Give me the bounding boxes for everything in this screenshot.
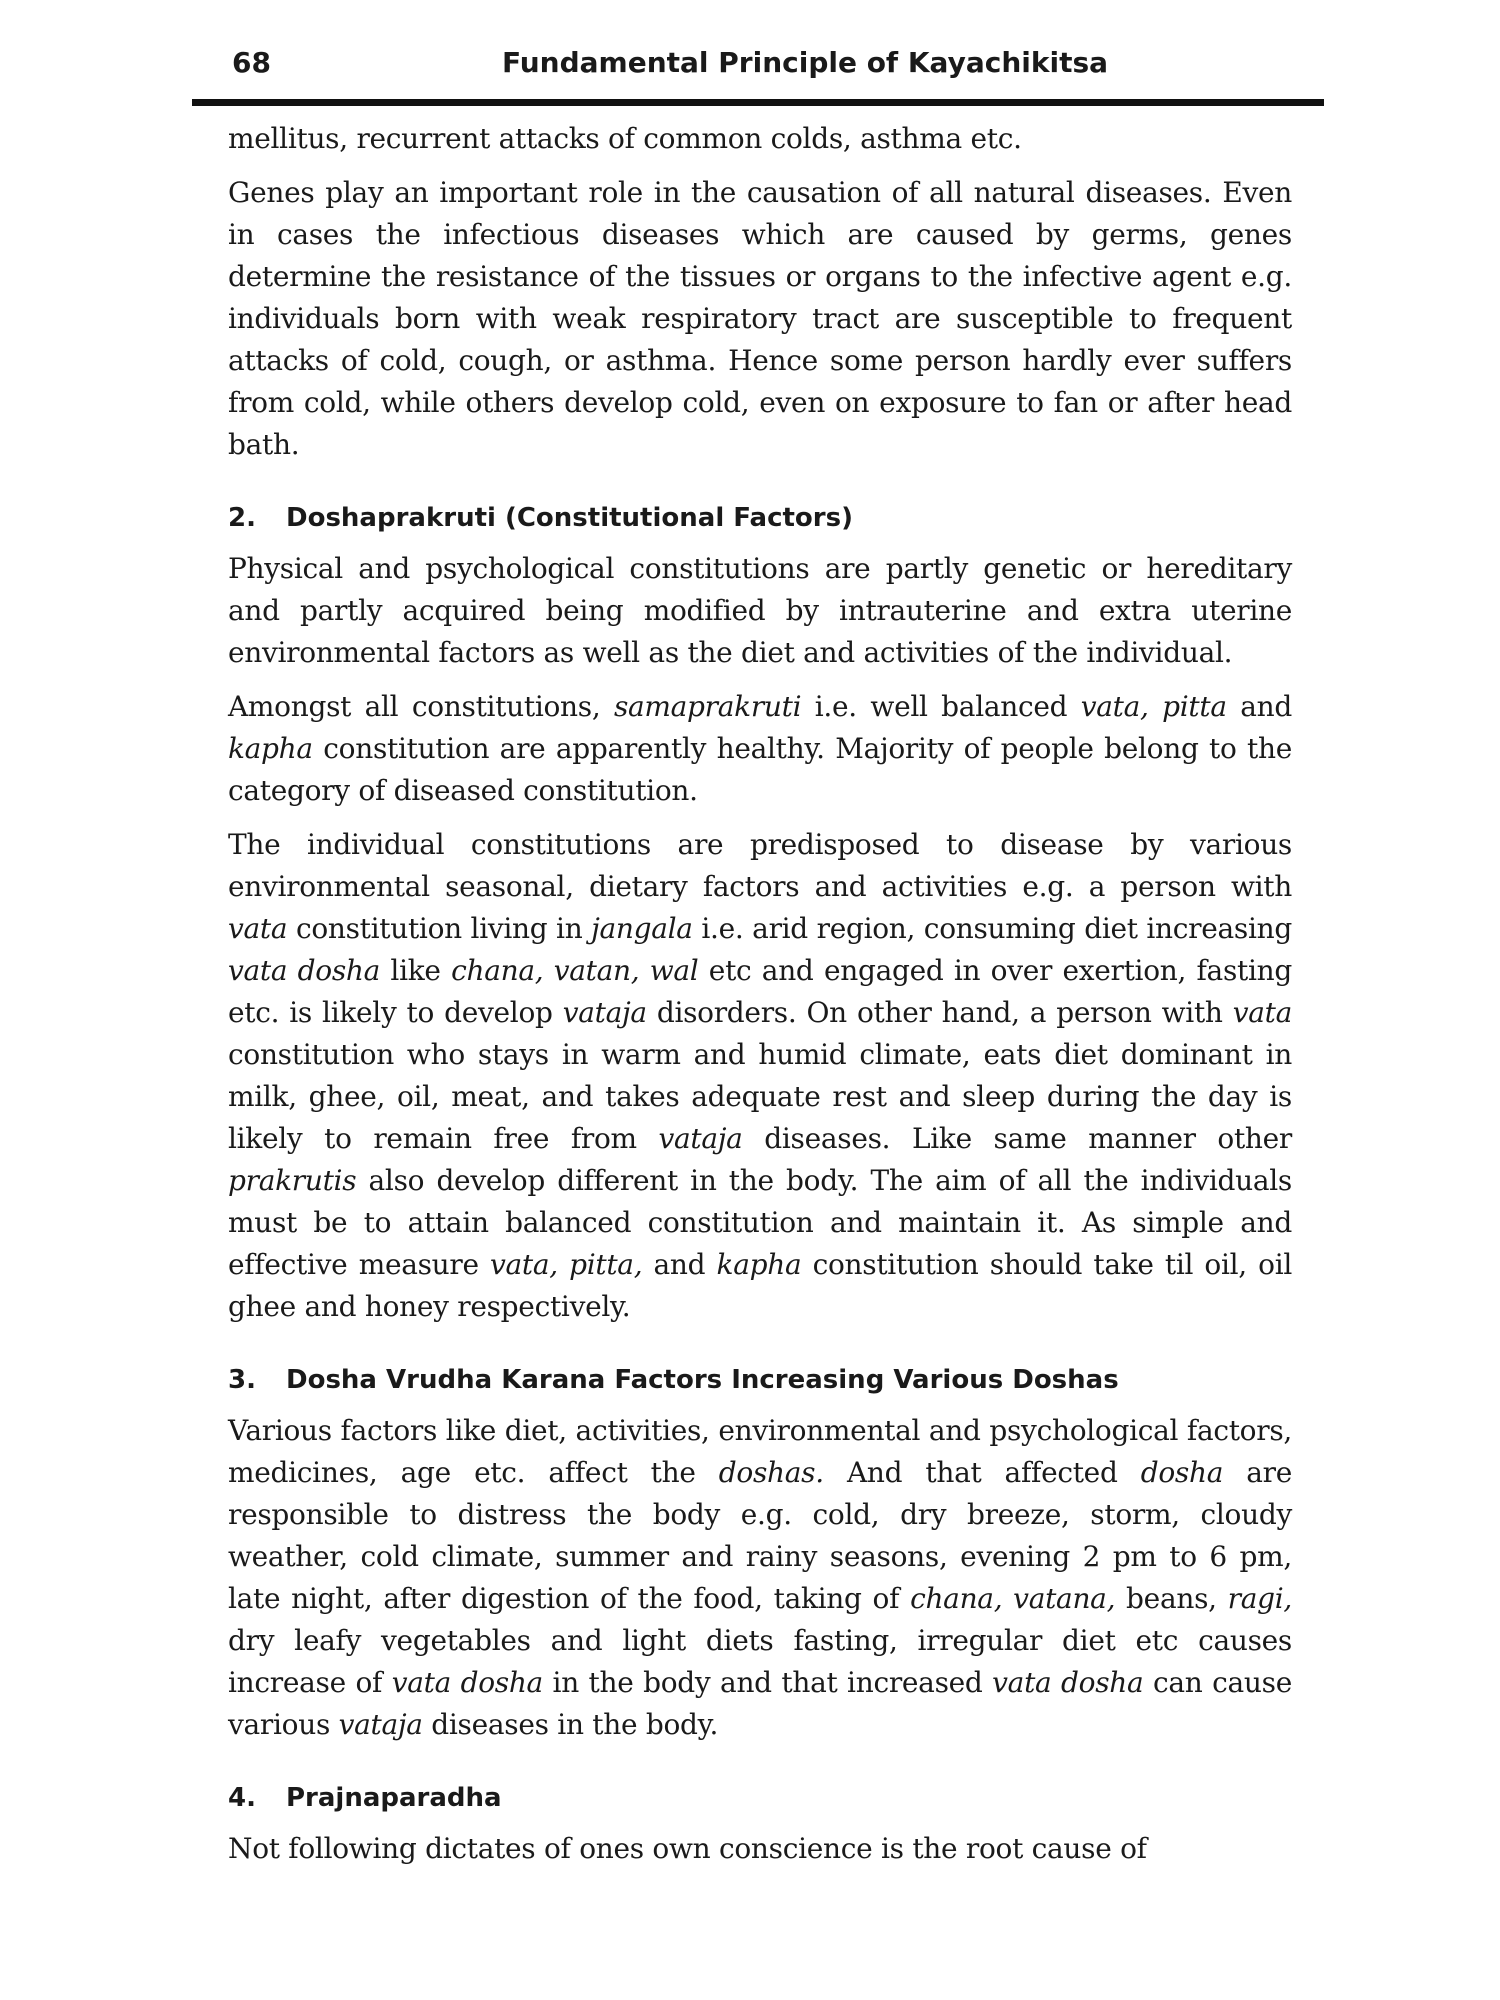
italic-term: prakrutis [228, 1164, 357, 1197]
text-run: constitution should take til oil, oil ghee and honey respectively. [228, 1248, 1293, 1323]
italic-term: vata dosha [391, 1666, 543, 1699]
page-header [192, 40, 1322, 90]
paragraph-constitutions: Physical and psychological constitutions are partly genetic or hereditary and partly acquired being modified by intrauterine and extra uterine environmental factors as well as the diet and activities of the individual. [228, 552, 1292, 669]
section-title: Dosha Vrudha Karana Factors Increasing Various Doshas [286, 1365, 1119, 1395]
section-heading-3 [228, 1362, 1292, 1398]
section-heading-2 [228, 500, 1292, 536]
text-run: i.e. arid region, consuming diet increasing [692, 912, 1292, 945]
header-rule [192, 99, 1324, 106]
text-run: disorders. On other hand, a person with [646, 996, 1233, 1029]
text-run: constitution are apparently healthy. Majority of people belong to the category of diseased constitution. [228, 732, 1292, 807]
italic-term: vata [1232, 996, 1292, 1029]
page-body [228, 118, 1292, 1882]
section-number: 2. [228, 503, 256, 533]
text-run: diseases in the body. [422, 1708, 719, 1741]
text-run: Various factors like diet, activities, environmental and psychological factors, medicines, age etc. affect the [228, 1414, 1292, 1489]
paragraph-prajnaparadha: Not following dictates of ones own conscience is the root cause of [228, 1832, 1147, 1865]
text-run: dry leafy vegetables and light diets fasting, irregular diet etc causes increase of [228, 1624, 1292, 1699]
italic-term: samaprakruti [613, 690, 802, 723]
text-run: and [1226, 690, 1292, 723]
text-run: And that affected [823, 1456, 1141, 1489]
italic-term: vata [228, 912, 288, 945]
text-run: i.e. well balanced [801, 690, 1081, 723]
italic-term: vata, pitta, [490, 1248, 643, 1281]
italic-term: kapha [228, 732, 313, 765]
italic-term: dosha [1140, 1456, 1224, 1489]
section-title: Prajnaparadha [286, 1783, 502, 1813]
section-number: 4. [228, 1783, 256, 1813]
paragraph-dosha-factors [228, 1410, 1292, 1746]
italic-term: chana, vatan, wal [451, 954, 699, 987]
text-run: and [642, 1248, 717, 1281]
text-run: Amongst all constitutions, [228, 690, 614, 723]
text-run: in the body and that increased [542, 1666, 993, 1699]
text-run: The individual constitutions are predisposed to disease by various environmental seasonal, dietary factors and activities e.g. a person with [228, 828, 1292, 903]
text-run: like [380, 954, 452, 987]
text-run: also develop different in the body. The aim of all the individuals must be to attain balanced constitution and maintain it. As simple and effective measure [228, 1164, 1292, 1281]
text-run: are responsible to distress the body e.g. cold, dry breeze, storm, cloudy weather, cold climate, summer and rainy seasons, evening 2 pm to 6 pm, late night, after digestion of the food, taking of [228, 1456, 1292, 1615]
text-run: can cause various [228, 1666, 1292, 1741]
text-run: constitution who stays in warm and humid climate, eats diet dominant in milk, ghee, oil, meat, and takes adequate rest and sleep during the day is likely to remain free from [228, 1038, 1292, 1155]
running-title: Fundamental Principle of Kayachikitsa [502, 46, 1109, 79]
paragraph-genes: Genes play an important role in the causation of all natural diseases. Even in cases the infectious diseases which are caused by germs, genes determine the resistance of the tissues or organs to the infective agent e.g. individuals born with weak respiratory tract are susceptible to frequent attacks of cold, cough, or asthma. Hence some person hardly ever suffers from cold, while others develop cold, even on exposure to fan or after head bath. [228, 176, 1292, 461]
italic-term: vataja [338, 1708, 423, 1741]
section-heading-4 [228, 1780, 1292, 1816]
italic-term: vataja [658, 1122, 743, 1155]
page-number: 68 [232, 46, 271, 79]
paragraph-samaprakruti [228, 686, 1292, 812]
section-number: 3. [228, 1365, 256, 1395]
paragraph-predisposition [228, 824, 1292, 1328]
italic-term: vataja [562, 996, 647, 1029]
italic-term: doshas. [718, 1456, 824, 1489]
text-run: beans, [1115, 1582, 1228, 1615]
italic-term: kapha [716, 1248, 802, 1281]
italic-term: ragi, [1227, 1582, 1292, 1615]
text-run: constitution living in [287, 912, 592, 945]
italic-term: jangala [591, 912, 693, 945]
italic-term: chana, vatana, [910, 1582, 1116, 1615]
italic-term: vata, pitta [1080, 690, 1227, 723]
italic-term: vata dosha [992, 1666, 1144, 1699]
italic-term: vata dosha [228, 954, 381, 987]
text-run: etc and engaged in over exertion, fasting etc. is likely to develop [228, 954, 1292, 1029]
section-title: Doshaprakruti (Constitutional Factors) [286, 503, 853, 533]
text-run: diseases. Like same manner other [742, 1122, 1292, 1155]
paragraph-continued: mellitus, recurrent attacks of common colds, asthma etc. [228, 122, 1022, 155]
